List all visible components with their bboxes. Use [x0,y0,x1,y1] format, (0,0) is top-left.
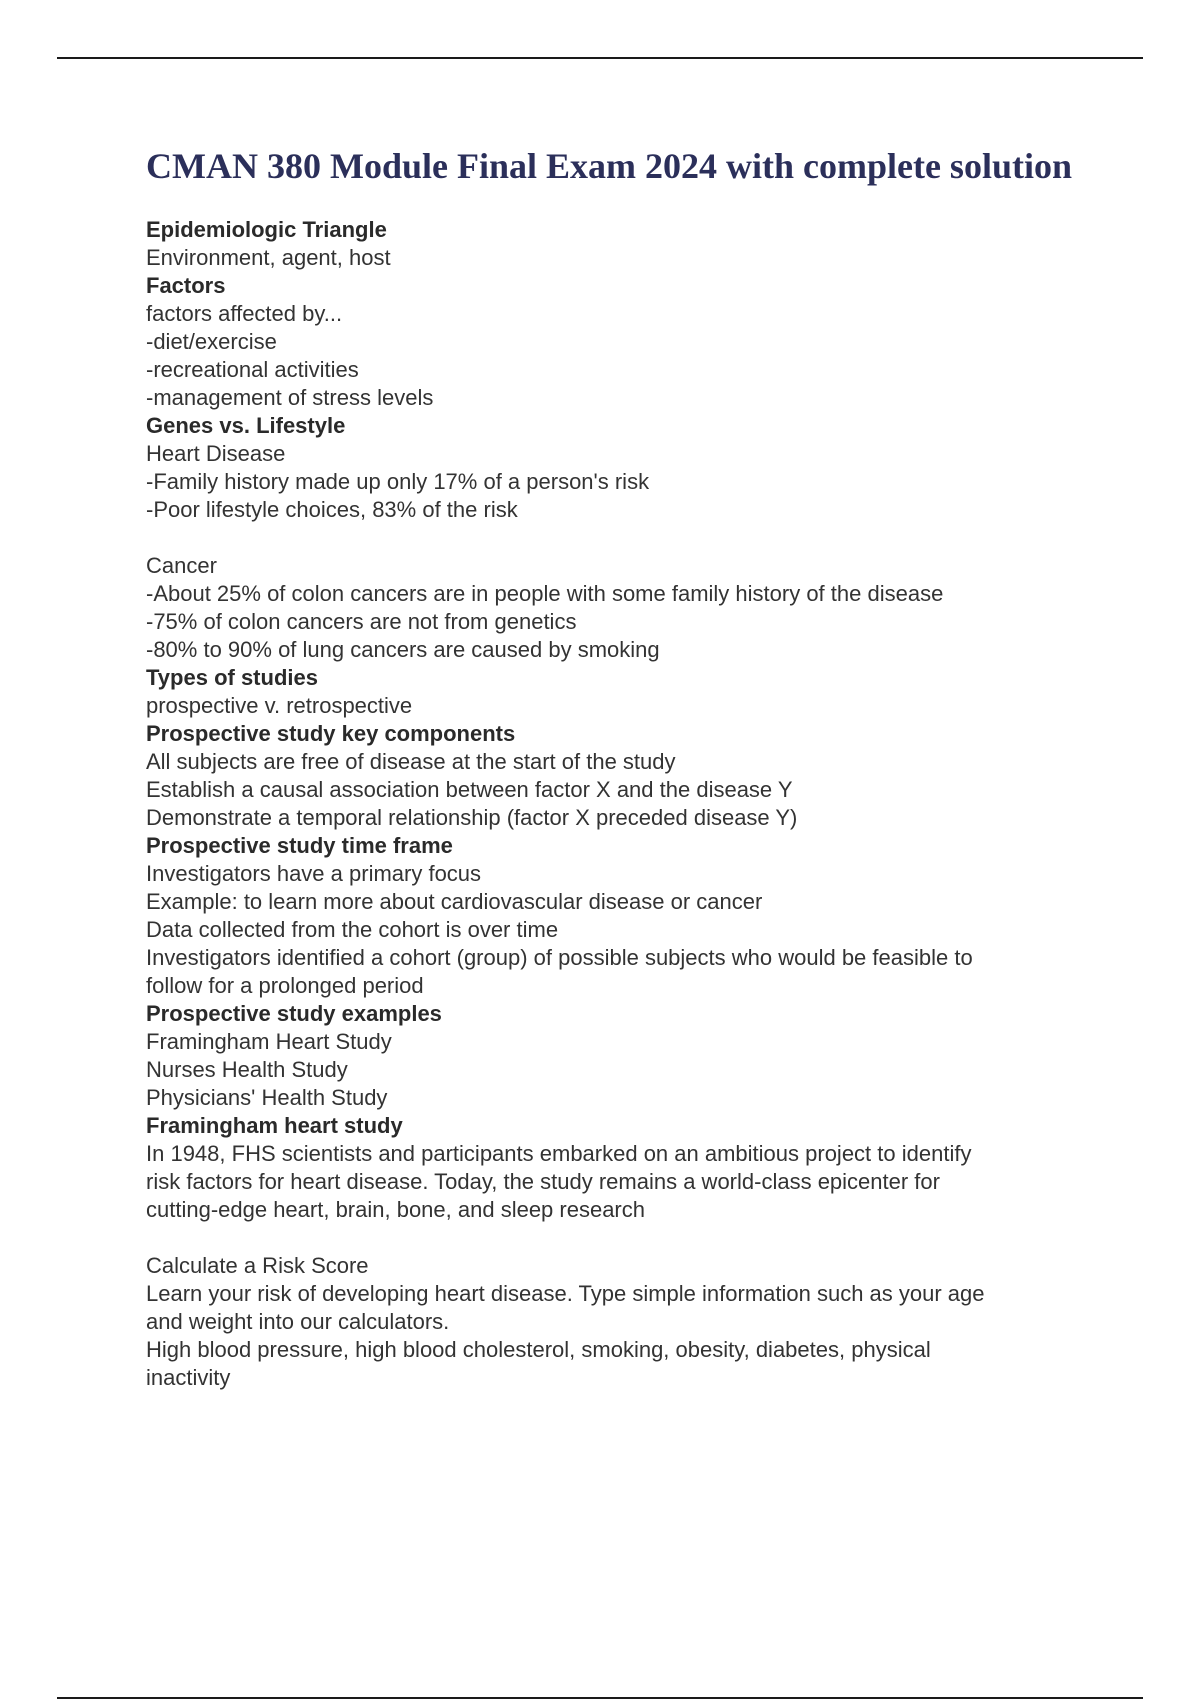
definition-line: Heart Disease [146,441,286,466]
entry-term: Prospective study examples [146,1001,442,1026]
definition-line: High blood pressure, high blood cholesterol, smoking, obesity, diabetes, physical [146,1337,931,1362]
entry-term: Prospective study time frame [146,833,453,858]
definition-line: Nurses Health Study [146,1057,348,1082]
entry-term: Types of studies [146,665,318,690]
entry-definition [146,860,1086,1000]
entry-term: Genes vs. Lifestyle [146,413,346,438]
definition-line: -Family history made up only 17% of a person's risk [146,469,650,494]
entry-definition [146,1140,1086,1392]
definition-line: Cancer [146,553,217,578]
definition-line: risk factors for heart disease. Today, the study remains a world-class epicenter for [146,1169,940,1194]
qa-entry [146,412,1086,664]
qa-entry [146,664,1086,720]
definition-line: follow for a prolonged period [146,973,424,998]
blank-line [146,1224,1086,1252]
definition-line: Physicians' Health Study [146,1085,388,1110]
definition-line: In 1948, FHS scientists and participants embarked on an ambitious project to identify [146,1141,972,1166]
definition-line: Example: to learn more about cardiovascular disease or cancer [146,889,763,914]
entry-term: Prospective study key components [146,721,516,746]
entry-definition [146,244,1086,272]
definition-line: Environment, agent, host [146,245,391,270]
qa-entry [146,720,1086,832]
definition-line: Calculate a Risk Score [146,1253,369,1278]
bottom-rule [57,1697,1143,1699]
definition-line: Establish a causal association between factor X and the disease Y [146,777,793,802]
definition-line: prospective v. retrospective [146,693,413,718]
entry-definition [146,300,1086,412]
qa-entry [146,1000,1086,1112]
entries-list [146,216,1086,1392]
definition-line: Learn your risk of developing heart disease. Type simple information such as your age [146,1281,985,1306]
entry-term: Epidemiologic Triangle [146,217,387,242]
entry-term: Framingham heart study [146,1113,403,1138]
definition-line: Investigators have a primary focus [146,861,482,886]
definition-line: factors affected by... [146,301,343,326]
entry-definition [146,1028,1086,1112]
definition-line: Framingham Heart Study [146,1029,392,1054]
document-title: CMAN 380 Module Final Exam 2024 with complete solution [146,146,1072,186]
definition-line: All subjects are free of disease at the start of the study [146,749,676,774]
qa-entry [146,1112,1086,1392]
definition-line: and weight into our calculators. [146,1309,450,1334]
definition-line: Data collected from the cohort is over time [146,917,559,942]
definition-line: cutting-edge heart, brain, bone, and sleep research [146,1197,645,1222]
document-body [146,145,1086,1392]
definition-line: -diet/exercise [146,329,277,354]
definition-line: -management of stress levels [146,385,434,410]
definition-line: Demonstrate a temporal relationship (factor X preceded disease Y) [146,805,798,830]
entry-definition [146,440,1086,664]
qa-entry [146,216,1086,272]
entry-definition [146,748,1086,832]
definition-line: -80% to 90% of lung cancers are caused by smoking [146,637,660,662]
top-rule [57,57,1143,59]
entry-definition [146,692,1086,720]
definition-line: -Poor lifestyle choices, 83% of the risk [146,497,518,522]
qa-entry [146,832,1086,1000]
entry-term: Factors [146,273,226,298]
definition-line: -recreational activities [146,357,359,382]
qa-entry [146,272,1086,412]
definition-line: -75% of colon cancers are not from genetics [146,609,577,634]
blank-line [146,524,1086,552]
definition-line: Investigators identified a cohort (group) of possible subjects who would be feasible to [146,945,973,970]
definition-line: inactivity [146,1365,231,1390]
definition-line: -About 25% of colon cancers are in people with some family history of the disease [146,581,944,606]
